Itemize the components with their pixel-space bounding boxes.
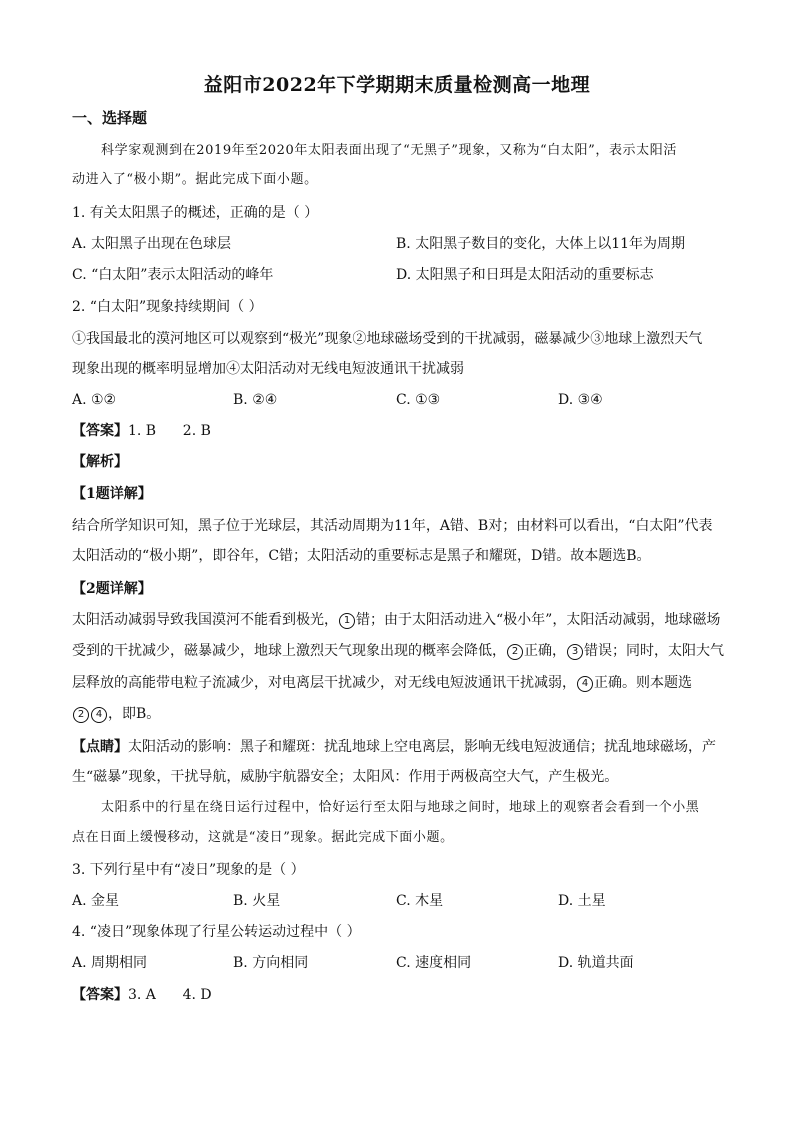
- q3-option-a: A. 金星: [72, 893, 120, 909]
- q4-option-c: C. 速度相同: [396, 955, 472, 971]
- answer-block-1: [72, 421, 211, 441]
- q2-desc-line1: ①我国最北的漠河地区可以观察到“极光”现象②地球磁场受到的干扰减弱，磁暴减少③地球上激烈天气: [72, 331, 703, 347]
- q3-option-c: C. 木星: [396, 893, 444, 909]
- circled-number: 4: [91, 707, 107, 723]
- q1-option-c: C. “白太阳”表示太阳活动的峰年: [72, 267, 274, 283]
- answer-block-2: [72, 985, 212, 1005]
- tip-text: 太阳活动的影响：黑子和耀斑：扰乱地球上空电离层，影响无线电短波通信；扰乱地球磁场，产: [128, 739, 716, 755]
- q3-option-b: B. 火星: [233, 893, 281, 909]
- q4-option-d: D. 轨道共面: [558, 955, 634, 971]
- circled-number: 1: [339, 613, 355, 629]
- answer-text: 3. A 4. D: [128, 987, 212, 1003]
- page-title: 益阳市2022年下学期期末质量检测高一地理: [203, 74, 591, 96]
- q2-desc-line2: 现象出现的概率明显增加④太阳活动对无线电短波通讯干扰减弱: [72, 361, 464, 377]
- detail1-line2: 太阳活动的“极小期”，即谷年，C错；太阳活动的重要标志是黑子和耀斑，D错。故本题选B。: [72, 548, 651, 564]
- q2-option-b: B. ②④: [233, 392, 278, 408]
- circled-number: 2: [507, 644, 523, 660]
- detail2-text: 受到的干扰减少，磁暴减少，地球上激烈天气现象出现的概率会降低，: [72, 643, 506, 659]
- detail2-line3: [72, 673, 692, 693]
- detail2-text: 层释放的高能带电粒子流减少，对电离层干扰减少，对无线电短波通讯干扰减弱，: [72, 675, 576, 691]
- answer-text: 1. B 2. B: [128, 423, 211, 439]
- q3-option-d: D. 土星: [558, 893, 606, 909]
- detail2-line4: [72, 704, 160, 724]
- detail2-text: 太阳活动减弱导致我国漠河不能看到极光，: [72, 612, 338, 628]
- answer-tag: 【答案】: [72, 423, 128, 439]
- analysis-tag: 【解析】: [72, 454, 128, 470]
- q2-stem: 2. “白太阳”现象持续期间（ ）: [72, 299, 263, 315]
- detail2-tag: 【2题详解】: [72, 581, 152, 597]
- tip-line1: [72, 737, 716, 757]
- q2-option-d: D. ③④: [558, 392, 603, 408]
- section-heading: 一、选择题: [72, 109, 148, 127]
- circled-number: 4: [577, 676, 593, 692]
- detail2-line2: [72, 641, 724, 661]
- detail2-text: 正确。则本题选: [594, 675, 692, 691]
- q4-stem: 4. “凌日”现象体现了行星公转运动过程中（ ）: [72, 924, 361, 940]
- tip-line2: 生“磁暴”现象，干扰导航，威胁宇航器安全；太阳风：作用于两极高空大气，产生极光。: [72, 769, 619, 785]
- detail2-text: 错；由于太阳活动进入“极小年”，太阳活动减弱，地球磁场: [356, 612, 721, 628]
- detail2-text: 错误；同时，太阳大气: [584, 643, 724, 659]
- q3-stem: 3. 下列行星中有“凌日”现象的是（ ）: [72, 862, 305, 878]
- q1-option-a: A. 太阳黑子出现在色球层: [72, 236, 232, 252]
- circled-number: 3: [567, 644, 583, 660]
- passage2-line2: 点在日面上缓慢移动，这就是“凌日”现象。据此完成下面小题。: [72, 830, 454, 845]
- q2-option-a: A. ①②: [72, 392, 117, 408]
- detail2-text: ，即B。: [108, 706, 161, 722]
- passage2-line1: 太阳系中的行星在绕日运行过程中，恰好运行至太阳与地球之间时，地球上的观察者会看到一个小黑: [101, 800, 700, 815]
- tip-tag: 【点睛】: [72, 739, 128, 755]
- detail2-text: 正确，: [524, 643, 566, 659]
- q2-option-c: C. ①③: [396, 392, 441, 408]
- detail1-line1: 结合所学知识可知，黑子位于光球层，其活动周期为11年，A错、B对；由材料可以看出，“白太阳”代表: [72, 518, 713, 534]
- q1-option-d: D. 太阳黑子和日珥是太阳活动的重要标志: [396, 267, 654, 283]
- detail2-line1: [72, 610, 720, 630]
- passage1-line2: 动进入了“极小期”。据此完成下面小题。: [72, 172, 318, 187]
- q1-option-b: B. 太阳黑子数目的变化，大体上以11年为周期: [396, 236, 686, 252]
- circled-number: 2: [73, 707, 89, 723]
- q4-option-a: A. 周期相同: [72, 955, 148, 971]
- q1-stem: 1. 有关太阳黑子的概述，正确的是（ ）: [72, 205, 319, 221]
- passage1-line1: 科学家观测到在2019年至2020年太阳表面出现了“无黑子”现象，又称为“白太阳”，表示太阳活: [101, 143, 677, 158]
- detail1-tag: 【1题详解】: [72, 486, 152, 502]
- q4-option-b: B. 方向相同: [233, 955, 309, 971]
- answer-tag: 【答案】: [72, 987, 128, 1003]
